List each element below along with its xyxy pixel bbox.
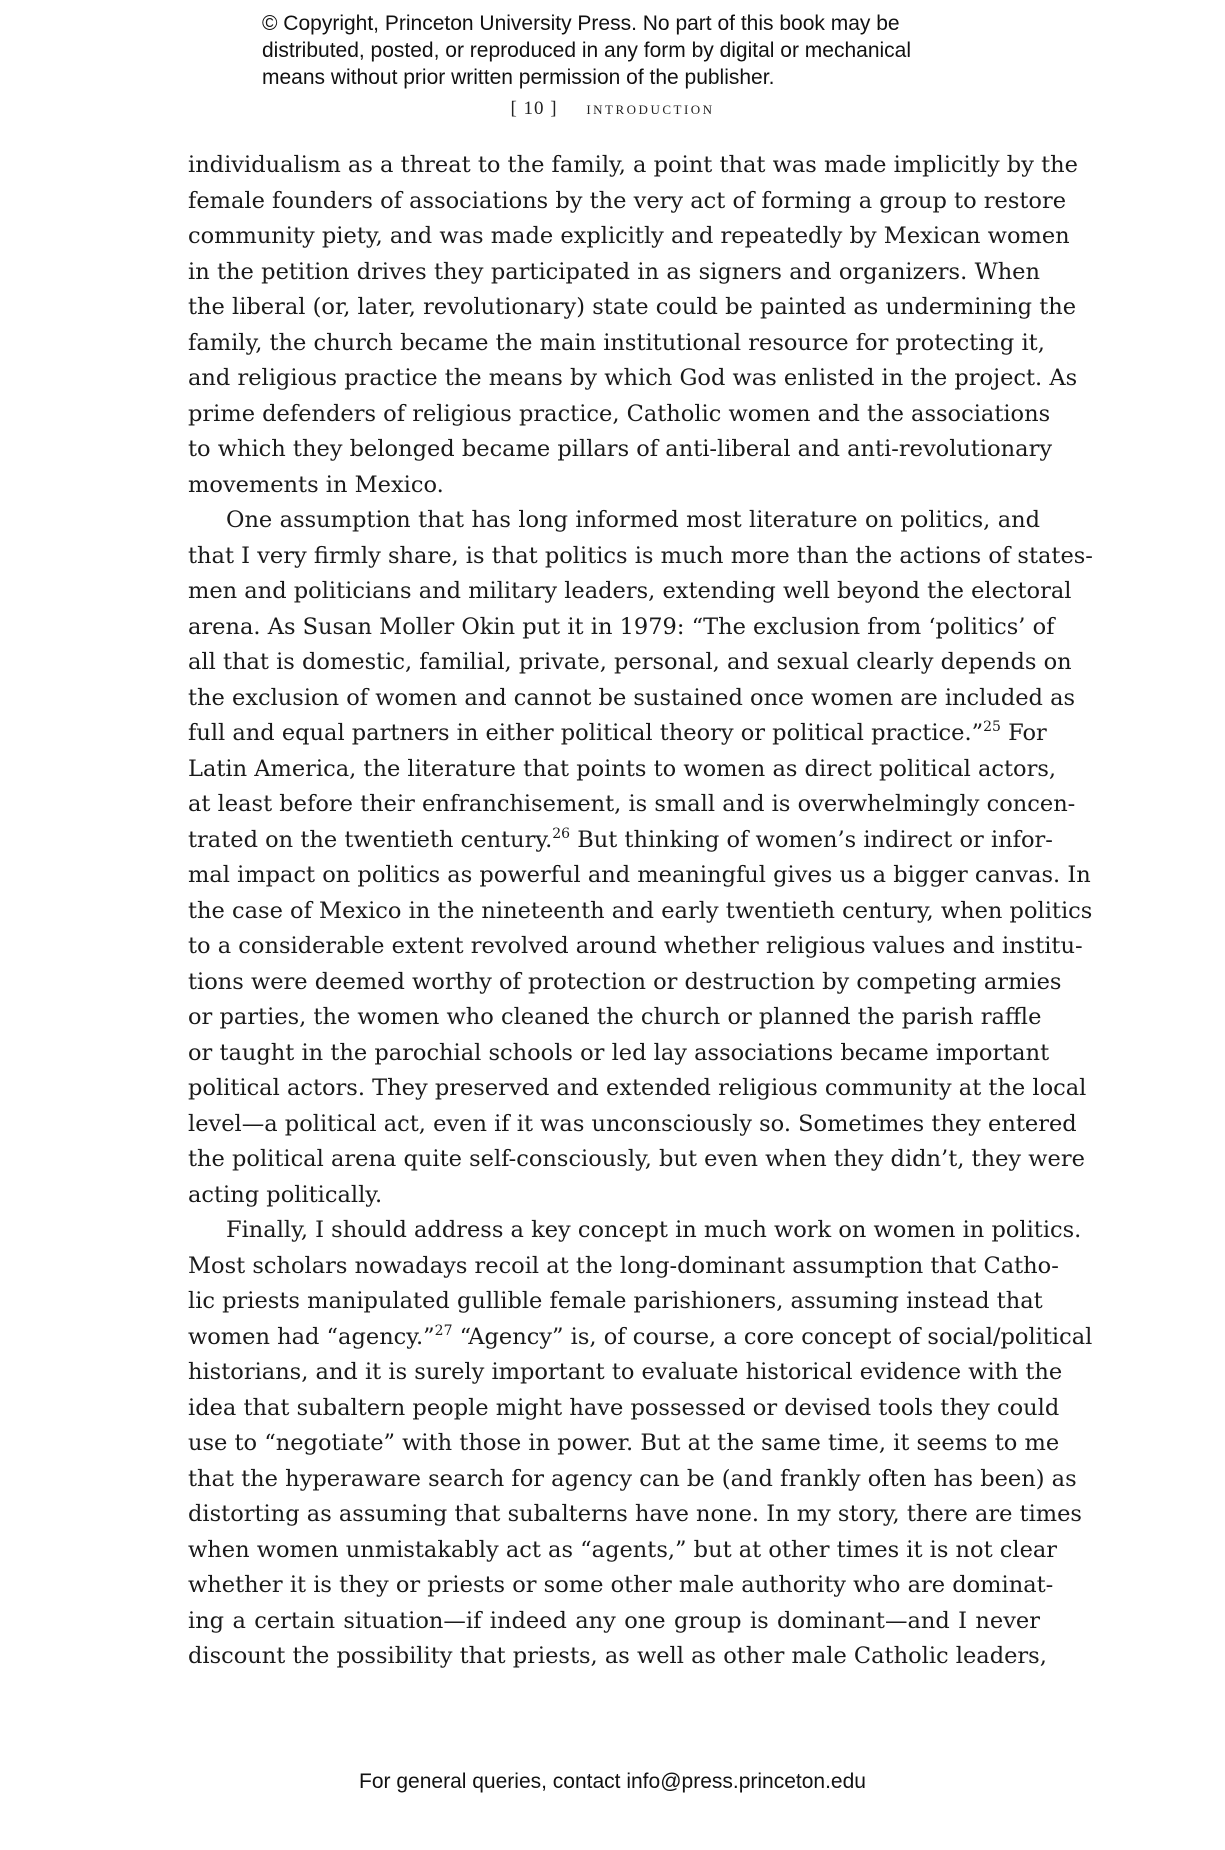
text-line: the exclusion of women and cannot be sustained once women are included as — [188, 684, 1076, 711]
text-line: tions were deemed worthy of protection or destruction by competing armies — [188, 968, 1062, 995]
text-line: family, the church became the main institutional resource for protecting it, — [188, 329, 1045, 356]
text-line: idea that subaltern people might have possessed or devised tools they could — [188, 1394, 1060, 1421]
running-head — [0, 98, 1225, 120]
text-line: individualism as a threat to the family, a point that was made implicitly by the — [188, 152, 1078, 178]
text-line: acting politically. — [188, 1181, 383, 1208]
text-line: Latin America, the literature that points to women as direct political actors, — [188, 755, 1057, 782]
text-run: full and equal partners in either political theory or political practice.” — [188, 720, 984, 746]
text-line: and religious practice the means by which God was enlisted in the project. As — [188, 365, 1078, 391]
text-line: when women unmistakably act as “agents,” but at other times it is not clear — [188, 1536, 1058, 1563]
text-line: in the petition drives they participated in as signers and organizers. When — [188, 258, 1040, 285]
text-line: level—a political act, even if it was unconsciously so. Sometimes they entered — [188, 1110, 1077, 1137]
text-line: that I very firmly share, is that politics is much more than the actions of states- — [188, 542, 1093, 569]
text-line: Most scholars nowadays recoil at the long-dominant assumption that Catho- — [188, 1252, 1059, 1279]
footnote-marker[interactable]: 27 — [434, 1322, 453, 1339]
page-number: [ 10 ] — [510, 98, 558, 119]
text-line: the liberal (or, later, revolutionary) state could be painted as undermining the — [188, 294, 1077, 320]
text-line: community piety, and was made explicitly and repeatedly by Mexican women — [188, 223, 1070, 249]
text-line — [188, 1320, 1093, 1356]
text-line: historians, and it is surely important to evaluate historical evidence with the — [188, 1359, 1063, 1385]
copyright-line: distributed, posted, or reproduced in any form by digital or mechanical — [262, 39, 912, 62]
text-run: women had “agency.” — [188, 1323, 435, 1350]
text-line: discount the possibility that priests, as well as other male Catholic leaders, — [188, 1643, 1047, 1669]
text-line: whether it is they or priests or some other male authority who are dominat- — [188, 1572, 1054, 1598]
text-line: to which they belonged became pillars of anti-liberal and anti-revolutionary — [188, 436, 1053, 462]
text-line: men and politicians and military leaders, extending well beyond the electoral — [188, 578, 1072, 604]
text-line: lic priests manipulated gullible female parishioners, assuming instead that — [188, 1288, 1043, 1314]
body-text — [188, 148, 1093, 1675]
text-line: that the hyperaware search for agency can be (and frankly often has been) as — [188, 1465, 1077, 1492]
text-line: female founders of associations by the very act of forming a group to restore — [188, 187, 1067, 214]
text-line: mal impact on politics as powerful and meaningful gives us a bigger canvas. In — [188, 862, 1091, 888]
copyright-line: means without prior written permission of the publisher. — [262, 66, 775, 89]
text-line: arena. As Susan Moller Okin put it in 1979: “The exclusion from ‘politics’ of — [188, 613, 1055, 640]
text-line: or taught in the parochial schools or led lay associations became important — [188, 1039, 1050, 1066]
text-line: all that is domestic, familial, private, personal, and sexual clearly depends on — [188, 649, 1072, 675]
text-line: political actors. They preserved and extended religious community at the local — [188, 1075, 1087, 1101]
text-run: But thinking of women’s indirect or infor- — [570, 826, 1053, 853]
footnote-marker[interactable]: 26 — [552, 825, 571, 842]
text-line — [188, 716, 1047, 752]
copyright-line: © Copyright, Princeton University Press. No part of this book may be — [262, 12, 900, 35]
text-line: the case of Mexico in the nineteenth and early twentieth century, when politics — [188, 897, 1093, 924]
text-line: Finally, I should address a key concept in much work on women in politics. — [226, 1217, 1082, 1243]
text-line: movements in Mexico. — [188, 471, 444, 498]
text-line: One assumption that has long informed most literature on politics, and — [226, 507, 1040, 533]
text-line: use to “negotiate” with those in power. But at the same time, it seems to me — [188, 1430, 1060, 1456]
section-title: introduction — [586, 98, 715, 119]
text-line — [188, 823, 1053, 859]
footnote-marker[interactable]: 25 — [983, 719, 1001, 735]
text-line: prime defenders of religious practice, Catholic women and the associations — [188, 400, 1051, 427]
text-run: “Agency” is, of course, a core concept of social/political — [452, 1323, 1093, 1350]
text-line: to a considerable extent revolved around whether religious values and institu- — [188, 933, 1083, 959]
text-run: trated on the twentieth century. — [188, 826, 553, 853]
text-line: or parties, the women who cleaned the church or planned the parish raffle — [188, 1004, 1042, 1030]
text-line: ing a certain situation—if indeed any one group is dominant—and I never — [188, 1607, 1040, 1634]
text-line: the political arena quite self-consciously, but even when they didn’t, they were — [188, 1146, 1085, 1172]
copyright-notice — [262, 10, 982, 91]
text-line: distorting as assuming that subalterns have none. In my story, there are times — [188, 1501, 1082, 1527]
text-run: For — [1000, 720, 1047, 746]
text-line: at least before their enfranchisement, is small and is overwhelmingly concen- — [188, 791, 1076, 817]
footer-contact: For general queries, contact info@press.princeton.edu — [359, 1770, 866, 1793]
